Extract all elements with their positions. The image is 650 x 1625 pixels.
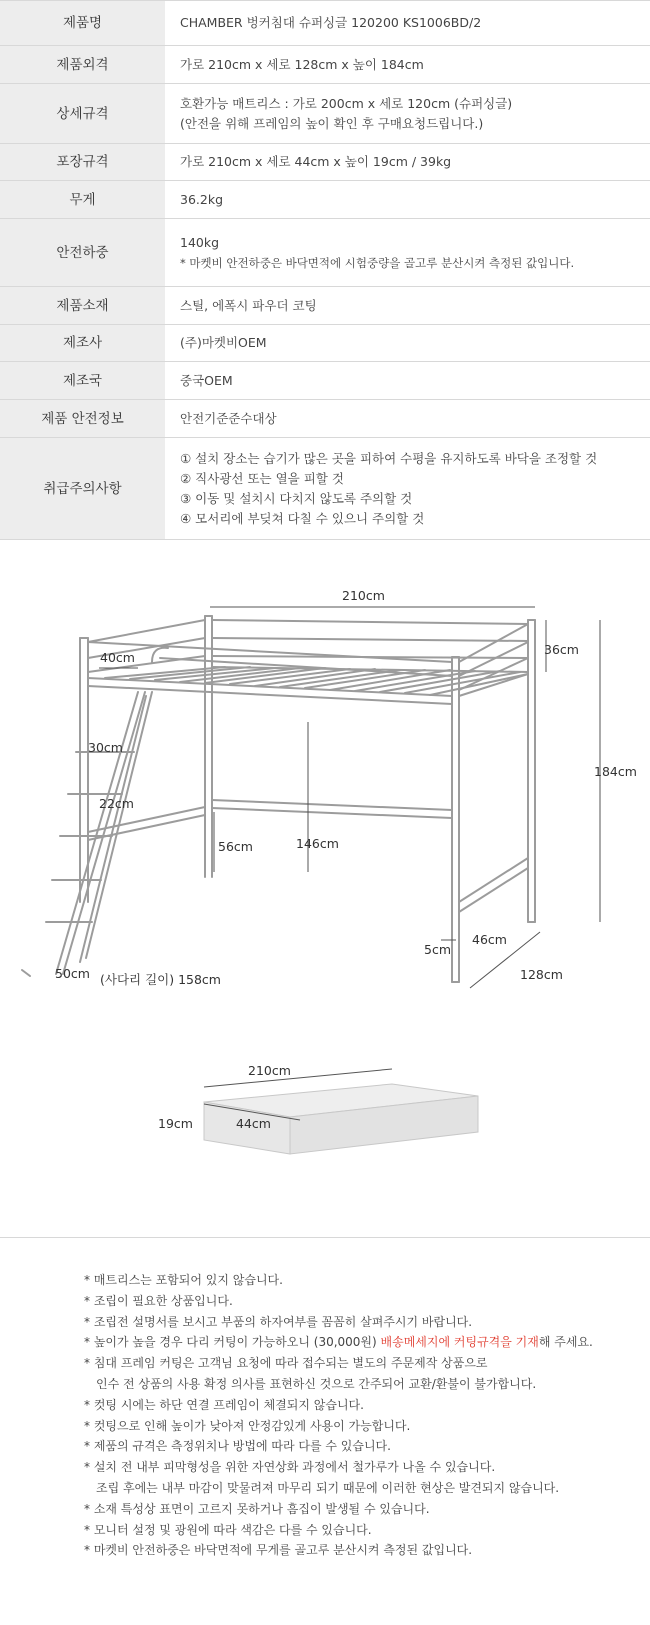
notice-text: * 높이가 높을 경우 다리 커팅이 가능하오니 (30,000원) [84, 1335, 381, 1350]
spec-label-package-size: 포장규격 [0, 144, 165, 181]
spec-label-safety-info: 제품 안전정보 [0, 400, 165, 438]
spec-label-manufacturer: 제조사 [0, 325, 165, 362]
dimension-diagram [0, 562, 650, 1242]
spec-label-material: 제품소재 [0, 287, 165, 325]
spec-row [0, 219, 650, 287]
spec-row [0, 46, 650, 84]
spec-value-package-size [165, 144, 650, 181]
spec-value-safety-info [165, 400, 650, 438]
dim-under-height-label: 146cm [296, 836, 339, 851]
spec-line: 가로 210cm x 세로 128cm x 높이 184cm [180, 56, 424, 72]
spec-label-handling: 취급주의사항 [0, 438, 165, 540]
notice-item: * 조립이 필요한 상품입니다. [84, 1293, 233, 1308]
spec-row [0, 362, 650, 400]
dim-ladder-top-label: 40cm [100, 650, 135, 665]
box-width-label: 210cm [248, 1063, 291, 1078]
spec-value-outer-size [165, 46, 650, 84]
spec-value-manufacturer [165, 325, 650, 362]
notice-warning-text: 배송메세지에 커팅규격을 기재 [380, 1335, 539, 1350]
dim-total-height-label: 184cm [594, 764, 637, 779]
spec-line: 가로 210cm x 세로 44cm x 높이 19cm / 39kg [180, 154, 452, 169]
notice-item [84, 1332, 644, 1353]
spec-row [0, 144, 650, 181]
spec-line: (안전을 위해 프레임의 높이 확인 후 구매요청드립니다.) [180, 115, 484, 131]
dim-ladder-length-label: (사다리 길이) 158cm [100, 972, 221, 987]
dim-ladder-base-label: 50cm [55, 966, 90, 981]
notice-item: 조립 후에는 내부 마감이 맞물려져 마무리 되기 때문에 이러한 현상은 발견되지 않습니다. [96, 1480, 560, 1495]
notice-item: * 마켓비 안전하중은 바닥면적에 무게를 골고루 분산시켜 측정된 값입니다. [84, 1543, 473, 1558]
spec-line: * 마켓비 안전하중은 바닥면적에 시험중량을 골고루 분산시켜 측정된 값입니다. [180, 255, 575, 270]
notice-item: * 컷팅 시에는 하단 연결 프레임이 체결되지 않습니다. [84, 1397, 364, 1412]
dim-foot-label: 5cm [424, 942, 452, 957]
notice-item: * 소재 특성상 표면이 고르지 못하거나 흠집이 발생될 수 있습니다. [84, 1501, 430, 1516]
spec-value-detail-size [165, 84, 650, 144]
dim-ladder-width-label: 30cm [88, 740, 123, 755]
dim-end-bar-label: 46cm [472, 932, 507, 947]
notice-item: * 조립전 설명서를 보시고 부품의 하자여부를 꼼꼼히 살펴주시기 바랍니다. [84, 1314, 473, 1329]
notice-item: 인수 전 상품의 사용 확정 의사를 표현하신 것으로 간주되어 교환/환불이 불가합니다. [96, 1376, 537, 1391]
dim-lower-bar-label: 56cm [218, 839, 253, 854]
spec-value-handling [165, 438, 650, 540]
package-box-drawing [204, 1069, 478, 1154]
spec-line: 안전기준준수대상 [180, 410, 277, 426]
spec-line: ① 설치 장소는 습기가 많은 곳을 피하여 수평을 유지하도록 바닥을 조정할 것 [180, 450, 598, 466]
dim-step-gap-label: 22cm [99, 796, 134, 811]
spec-label-detail-size: 상세규격 [0, 84, 165, 144]
spec-row [0, 400, 650, 438]
spec-table [0, 0, 650, 540]
notice-item: * 제품의 규격은 측정위치나 방법에 따라 다를 수 있습니다. [84, 1439, 391, 1454]
spec-line: ② 직사광선 또는 열을 피할 것 [180, 470, 344, 486]
notice-text: 해 주세요. [538, 1335, 593, 1350]
box-depth-label: 44cm [236, 1116, 271, 1131]
dim-rail-height-label: 36cm [544, 642, 579, 657]
spec-value-country [165, 362, 650, 400]
notice-item: * 컷팅으로 인해 높이가 낮아져 안정감있게 사용이 가능합니다. [84, 1418, 411, 1433]
spec-line: CHAMBER 벙커침대 슈퍼싱글 120200 KS1006BD/2 [180, 15, 482, 30]
spec-value-weight [165, 181, 650, 219]
dim-width-label: 210cm [342, 588, 385, 603]
spec-line: 140kg [180, 234, 220, 250]
spec-value-safe-load [165, 219, 650, 287]
dim-depth-label: 128cm [520, 967, 563, 982]
spec-line: ④ 모서리에 부딪쳐 다칠 수 있으니 주의할 것 [180, 510, 425, 526]
spec-row [0, 325, 650, 362]
spec-row [0, 438, 650, 540]
notice-item: * 설치 전 내부 피막형성을 위한 자연상화 과정에서 철가루가 나올 수 있습니다. [84, 1460, 496, 1475]
spec-line: (주)마켓비OEM [180, 335, 267, 350]
notice-item: * 모니터 설정 및 광원에 따라 색감은 다를 수 있습니다. [84, 1522, 372, 1537]
box-height-label: 19cm [158, 1116, 193, 1131]
notice-list [84, 1270, 644, 1561]
notice-item: * 매트리스는 포함되어 있지 않습니다. [84, 1273, 283, 1287]
spec-label-country: 제조국 [0, 362, 165, 400]
section-divider [0, 1237, 650, 1238]
spec-value-material [165, 287, 650, 325]
spec-label-product-name: 제품명 [0, 1, 165, 46]
spec-row [0, 181, 650, 219]
notice-item: * 침대 프레임 커팅은 고객님 요청에 따라 접수되는 별도의 주문제작 상품으로 [84, 1356, 488, 1371]
dimension-lines [99, 607, 600, 988]
spec-line: ③ 이동 및 설치시 다치지 않도록 주의할 것 [180, 490, 413, 506]
spec-label-safe-load: 안전하중 [0, 219, 165, 287]
spec-row [0, 84, 650, 144]
spec-label-outer-size: 제품외격 [0, 46, 165, 84]
spec-line: 36.2kg [180, 191, 224, 207]
spec-row [0, 287, 650, 325]
spec-line: 호환가능 매트리스 : 가로 200cm x 세로 120cm (슈퍼싱글) [180, 95, 513, 111]
spec-row [0, 1, 650, 46]
spec-label-weight: 무게 [0, 181, 165, 219]
spec-line: 스틸, 에폭시 파우더 코팅 [180, 297, 317, 313]
spec-value-product-name [165, 1, 650, 46]
spec-line: 중국OEM [180, 372, 233, 388]
